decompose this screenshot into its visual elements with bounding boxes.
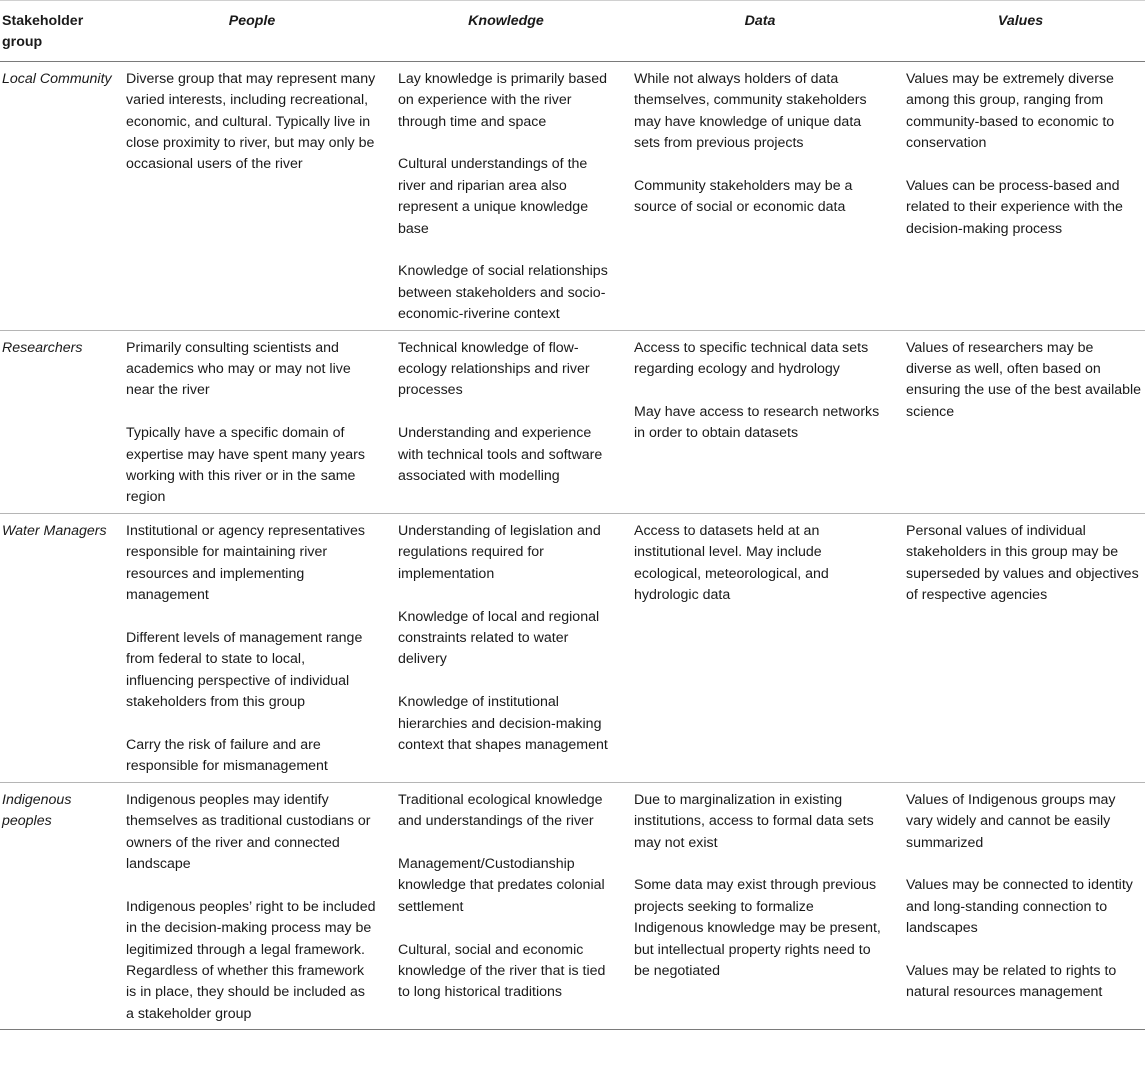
- cell-paragraph: Values may be extremely diverse among this group, ranging from community-based to economic to conservation: [906, 70, 1115, 152]
- cell-paragraph: Technical knowledge of flow-ecology relationships and river processes: [398, 339, 590, 399]
- cell-paragraph: Due to marginalization in existing institutions, access to formal data sets may not exist: [634, 791, 874, 851]
- cell-paragraph: Lay knowledge is primarily based on experience with the river through time and space: [398, 70, 607, 130]
- knowledge-cell: [388, 513, 624, 782]
- data-cell: [624, 61, 896, 330]
- stakeholder-group-cell: Researchers: [0, 330, 116, 513]
- cell-paragraph: Values of researchers may be diverse as well, often based on ensuring the use of the best available science: [906, 339, 1142, 420]
- header-values: Values: [896, 1, 1145, 62]
- stakeholder-group-cell: Water Managers: [0, 513, 116, 782]
- cell-paragraph: Typically have a specific domain of expertise may have spent many years working with this river or in the same region: [126, 425, 365, 506]
- header-people: People: [116, 1, 388, 62]
- people-cell: [116, 330, 388, 513]
- header-row: [0, 1, 1145, 62]
- header-knowledge: Knowledge: [388, 1, 624, 62]
- knowledge-cell: [388, 782, 624, 1029]
- cell-paragraph: Knowledge of social relationships between stakeholders and socio-economic-riverine context: [398, 263, 608, 323]
- knowledge-cell: [388, 330, 624, 513]
- cell-paragraph: Cultural, social and economic knowledge of the river that is tied to long historical traditions: [398, 941, 606, 1001]
- cell-paragraph: Values can be process-based and related to their experience with the decision-making process: [906, 177, 1123, 237]
- values-cell: [896, 61, 1145, 330]
- cell-paragraph: Institutional or agency representatives responsible for maintaining river resources and implementing management: [126, 522, 365, 604]
- cell-paragraph: Different levels of management range from federal to state to local, influencing perspective of individual stakeholders from this group: [126, 629, 363, 711]
- cell-paragraph: Diverse group that may represent many varied interests, including recreational, economic, and cultural. Typically live in close proximity to river, but may only be occasional users of the river: [126, 70, 376, 173]
- cell-paragraph: Values of Indigenous groups may vary widely and cannot be easily summarized: [906, 791, 1116, 851]
- cell-paragraph: Community stakeholders may be a source of social or economic data: [634, 177, 853, 216]
- cell-paragraph: May have access to research networks in order to obtain datasets: [634, 403, 880, 442]
- cell-paragraph: Traditional ecological knowledge and understandings of the river: [398, 791, 603, 830]
- data-cell: [624, 782, 896, 1029]
- cell-paragraph: Management/Custodianship knowledge that predates colonial settlement: [398, 855, 605, 915]
- people-cell: [116, 61, 388, 330]
- table-row: [0, 513, 1145, 782]
- values-cell: [896, 330, 1145, 513]
- cell-paragraph: Indigenous peoples’ right to be included in the decision-making process may be legitimized through a legal framework. Regardless of whether this framework is in place, they should be included as a stakeholder group: [126, 898, 376, 1022]
- table-row: [0, 782, 1145, 1029]
- header-data: Data: [624, 1, 896, 62]
- cell-paragraph: While not always holders of data themselves, community stakeholders may have knowledge of unique data sets from previous projects: [634, 70, 867, 152]
- cell-paragraph: Access to datasets held at an institutional level. May include ecological, meteorological, and hydrologic data: [634, 522, 829, 604]
- values-cell: [896, 513, 1145, 782]
- knowledge-cell: [388, 61, 624, 330]
- values-cell: [896, 782, 1145, 1029]
- people-cell: [116, 513, 388, 782]
- cell-paragraph: Cultural understandings of the river and riparian area also represent a unique knowledge base: [398, 156, 589, 237]
- cell-paragraph: Indigenous peoples may identify themselves as traditional custodians or owners of the river and connected landscape: [126, 791, 371, 872]
- cell-paragraph: Understanding of legislation and regulations required for implementation: [398, 522, 601, 582]
- data-cell: [624, 513, 896, 782]
- cell-paragraph: Values may be connected to identity and long-standing connection to landscapes: [906, 877, 1133, 937]
- table-body: [0, 61, 1145, 1029]
- stakeholder-group-cell: Local Community: [0, 61, 116, 330]
- table-row: [0, 61, 1145, 330]
- cell-paragraph: Personal values of individual stakeholders in this group may be superseded by values and objectives of respective agencies: [906, 522, 1139, 604]
- cell-paragraph: Carry the risk of failure and are responsible for mismanagement: [126, 736, 328, 775]
- people-cell: [116, 782, 388, 1029]
- cell-paragraph: Knowledge of institutional hierarchies and decision-making context that shapes management: [398, 694, 608, 753]
- header-stakeholder-group: Stakeholder group: [0, 1, 116, 62]
- stakeholder-group-cell: Indigenous peoples: [0, 782, 116, 1029]
- cell-paragraph: Some data may exist through previous projects seeking to formalize Indigenous knowledge may be present, but intellectual property rights need to be negotiated: [634, 877, 881, 979]
- data-cell: [624, 330, 896, 513]
- cell-paragraph: Access to specific technical data sets regarding ecology and hydrology: [634, 339, 869, 378]
- cell-paragraph: Values may be related to rights to natural resources management: [906, 962, 1117, 1001]
- cell-paragraph: Understanding and experience with technical tools and software associated with modelling: [398, 425, 603, 485]
- cell-paragraph: Knowledge of local and regional constraints related to water delivery: [398, 608, 600, 668]
- table-row: [0, 330, 1145, 513]
- table-header: [0, 1, 1145, 62]
- cell-paragraph: Primarily consulting scientists and academics who may or may not live near the river: [126, 339, 351, 399]
